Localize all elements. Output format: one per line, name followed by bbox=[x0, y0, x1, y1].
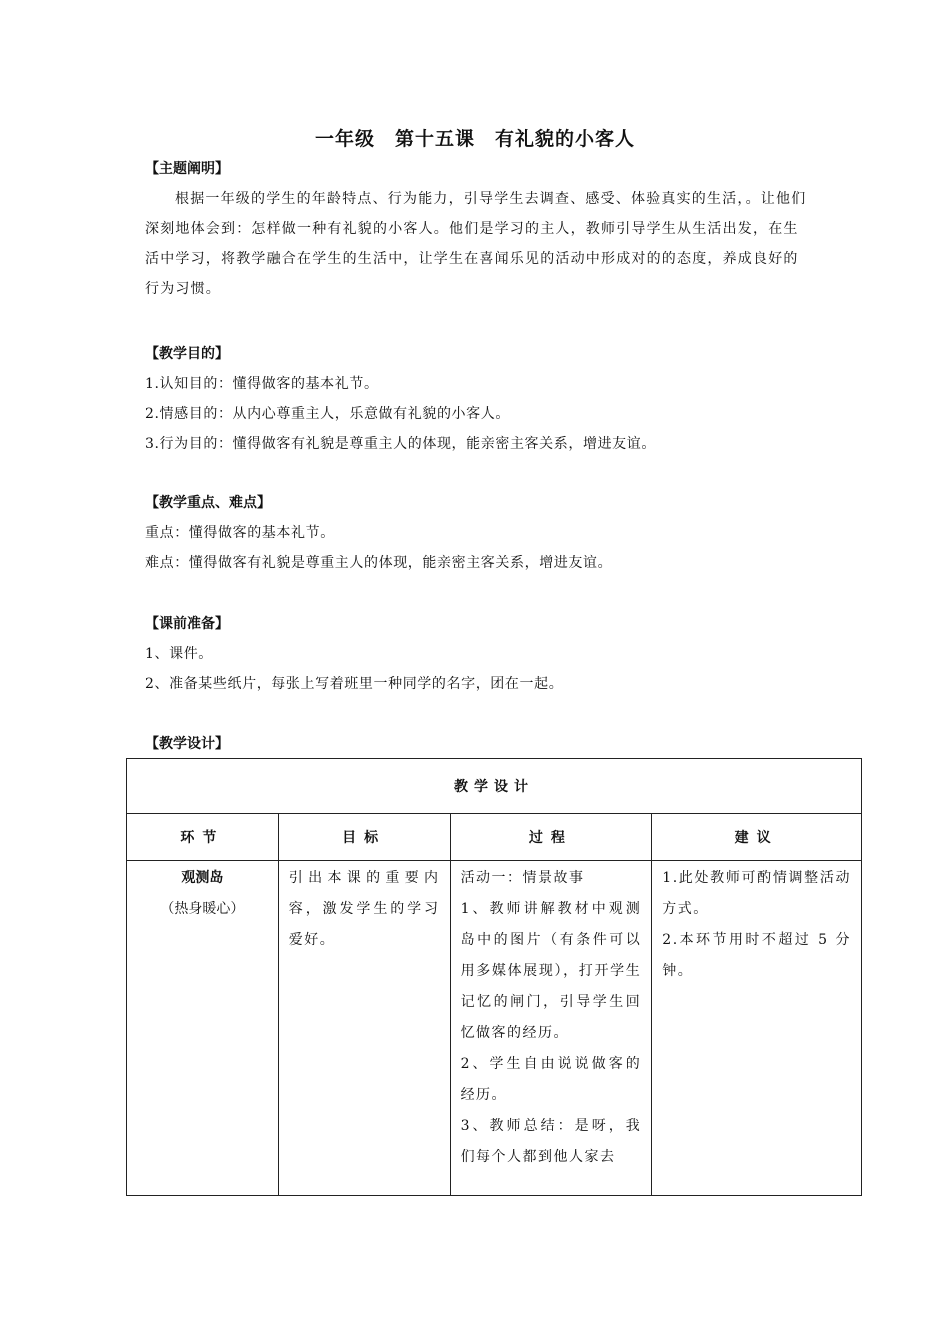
process-cell bbox=[450, 861, 652, 1196]
preparation-heading: 【课前准备】 bbox=[145, 616, 229, 632]
column-header-suggestion: 建议 bbox=[652, 814, 862, 861]
table-row bbox=[127, 861, 862, 1196]
page-title: 一年级 第十五课 有礼貌的小客人 bbox=[314, 128, 635, 150]
column-header-stage: 环节 bbox=[127, 814, 279, 861]
stage-name: 观测岛 bbox=[181, 870, 224, 886]
goal-cell bbox=[278, 861, 450, 1196]
goal-text: 引出本课的重要内容，激发学生的学习爱好。 bbox=[288, 870, 440, 948]
key-point-item: 重点：懂得做客的基本礼节。 bbox=[145, 525, 335, 541]
process-step: 2、学生自由说说做客的经历。 bbox=[460, 1056, 642, 1103]
process-step: 活动一：情景故事 bbox=[460, 870, 585, 886]
goal-item: 3.行为目的：懂得做客有礼貌是尊重主人的体现，能亲密主客关系，增进友谊。 bbox=[145, 436, 656, 452]
stage-subtitle: （热身暖心） bbox=[160, 901, 245, 917]
process-step: 3、教师总结：是呀，我们每个人都到他人家去 bbox=[460, 1118, 642, 1165]
suggestion-item: 1.此处教师可酌情调整活动方式。 bbox=[662, 870, 851, 917]
table-header-row bbox=[127, 814, 862, 861]
design-table bbox=[126, 758, 862, 1196]
theme-heading: 【主题阐明】 bbox=[145, 161, 229, 177]
goal-item: 1.认知目的：懂得做客的基本礼节。 bbox=[145, 376, 379, 392]
preparation-item: 2、准备某些纸片，每张上写着班里一种同学的名字，团在一起。 bbox=[145, 676, 564, 692]
column-header-goal: 目标 bbox=[278, 814, 450, 861]
goals-heading: 【教学目的】 bbox=[145, 346, 229, 362]
key-points-heading: 【教学重点、难点】 bbox=[145, 495, 271, 511]
suggestion-item: 2.本环节用时不超过 5 分钟。 bbox=[662, 932, 851, 979]
difficulty-item: 难点：懂得做客有礼貌是尊重主人的体现，能亲密主客关系，增进友谊。 bbox=[145, 555, 613, 571]
column-header-process: 过程 bbox=[450, 814, 652, 861]
suggestion-cell bbox=[652, 861, 862, 1196]
preparation-item: 1、课件。 bbox=[145, 646, 213, 662]
stage-cell bbox=[127, 861, 279, 1196]
theme-paragraph bbox=[145, 184, 810, 304]
goal-item: 2.情感目的：从内心尊重主人，乐意做有礼貌的小客人。 bbox=[145, 406, 510, 422]
theme-text: 根据一年级的学生的年龄特点、行为能力，引导学生去调查、感受、体验真实的生活，。让他们深刻地体会到：怎样做一种有礼貌的小客人。他们是学习的主人，教师引导学生从生活出发，在生活中学习，将教学融合在学生的生活中，让学生在喜闻乐见的活动中形成对的的态度，养成良好的行为习惯。 bbox=[145, 191, 807, 297]
process-step: 1、教师讲解教材中观测岛中的图片（有条件可以用多媒体展现），打开学生记忆的闸门，引导学生回忆做客的经历。 bbox=[460, 901, 642, 1041]
design-heading: 【教学设计】 bbox=[145, 736, 229, 752]
table-caption: 教学设计 bbox=[127, 759, 862, 814]
